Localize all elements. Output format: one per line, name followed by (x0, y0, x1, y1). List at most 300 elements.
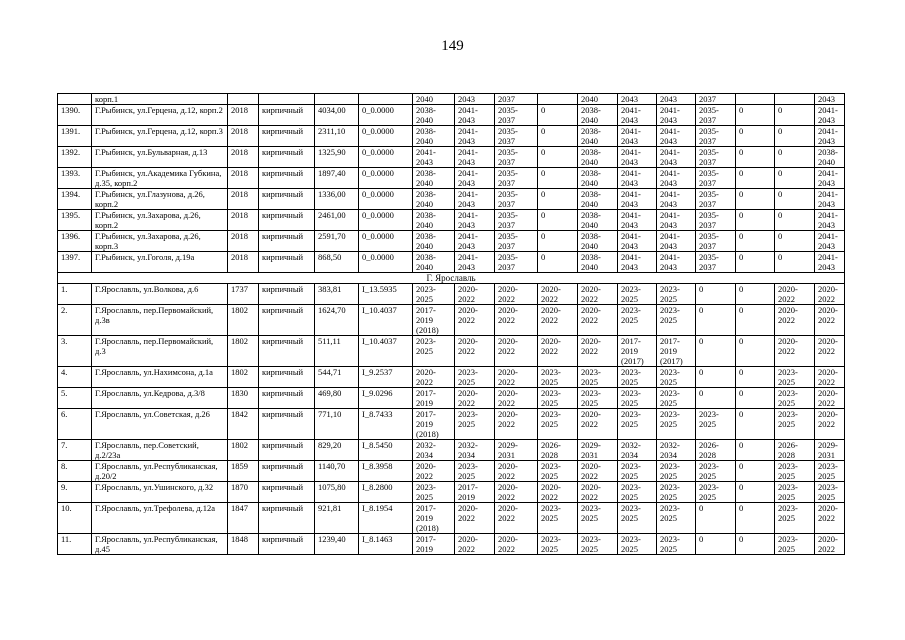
cell-risk-index: I_10.4037 (359, 336, 413, 367)
cell-period-2: 2020- 2022 (455, 284, 495, 305)
cell-area: 1239,40 (315, 534, 359, 555)
cell-area: 469,80 (315, 388, 359, 409)
cell-period-5: 2029- 2031 (578, 440, 618, 461)
cell-period-5: 2038- 2040 (578, 147, 618, 168)
cell-period-2: 2043 (455, 94, 495, 105)
cell-area: 1336,00 (315, 189, 359, 210)
cell-build-year: 1737 (228, 284, 259, 305)
table-row (58, 168, 845, 189)
cell-risk-index: I_9.2537 (359, 367, 413, 388)
cell-period-1: 2038- 2040 (413, 252, 455, 273)
cell-area: 868,50 (315, 252, 359, 273)
cell-period-11: 2020- 2022 (815, 534, 845, 555)
table-row (58, 105, 845, 126)
cell-period-11: 2041- 2043 (815, 189, 845, 210)
cell-address: Г.Рыбинск, ул.Академика Губкина, д.35, корп.2 (92, 168, 228, 189)
cell-period-6: 2041- 2043 (618, 126, 657, 147)
table-row (58, 503, 845, 534)
cell-period-8: 2035- 2037 (696, 147, 736, 168)
cell-area: 921,81 (315, 503, 359, 534)
cell-period-5: 2038- 2040 (578, 210, 618, 231)
cell-row-number: 1392. (58, 147, 92, 168)
cell-period-6: 2041- 2043 (618, 189, 657, 210)
cell-period-1: 2038- 2040 (413, 210, 455, 231)
cell-period-6: 2023- 2025 (618, 305, 657, 336)
table-row (58, 305, 845, 336)
cell-period-2: 2023- 2025 (455, 367, 495, 388)
cell-period-2: 2017- 2019 (455, 482, 495, 503)
cell-period-6: 2043 (618, 94, 657, 105)
cell-period-10: 2020- 2022 (775, 336, 815, 367)
cell-build-year: 1802 (228, 367, 259, 388)
cell-period-1: 2023- 2025 (413, 284, 455, 305)
cell-period-1: 2038- 2040 (413, 231, 455, 252)
cell-period-5: 2020- 2022 (578, 461, 618, 482)
cell-period-10: 0 (775, 126, 815, 147)
cell-period-7: 2023- 2025 (657, 367, 696, 388)
cell-period-4: 2023- 2025 (538, 367, 578, 388)
cell-period-10: 2023- 2025 (775, 367, 815, 388)
cell-period-2: 2020- 2022 (455, 503, 495, 534)
cell-period-4: 2023- 2025 (538, 409, 578, 440)
cell-period-4: 0 (538, 126, 578, 147)
cell-wall-material: кирпичный (259, 105, 315, 126)
table-row (58, 336, 845, 367)
cell-row-number: 2. (58, 305, 92, 336)
cell-period-11: 2023- 2025 (815, 482, 845, 503)
cell-period-4: 0 (538, 231, 578, 252)
cell-period-6: 2023- 2025 (618, 388, 657, 409)
cell-period-2: 2041- 2043 (455, 126, 495, 147)
cell-area (315, 94, 359, 105)
cell-period-5: 2023- 2025 (578, 503, 618, 534)
cell-period-9: 0 (736, 461, 775, 482)
cell-wall-material: кирпичный (259, 126, 315, 147)
cell-period-5: 2038- 2040 (578, 168, 618, 189)
cell-period-5: 2020- 2022 (578, 482, 618, 503)
cell-period-4: 0 (538, 147, 578, 168)
cell-address: Г.Ярославль, ул.Волкова, д.6 (92, 284, 228, 305)
table-row (58, 126, 845, 147)
cell-period-6: 2023- 2025 (618, 482, 657, 503)
cell-row-number: 1395. (58, 210, 92, 231)
cell-period-1: 2038- 2040 (413, 126, 455, 147)
table-row (58, 409, 845, 440)
cell-period-4 (538, 94, 578, 105)
cell-period-2: 2041- 2043 (455, 210, 495, 231)
cell-row-number: 1390. (58, 105, 92, 126)
cell-period-5: 2020- 2022 (578, 409, 618, 440)
cell-address: Г.Ярославль, ул.Трефолева, д.12а (92, 503, 228, 534)
cell-period-4: 0 (538, 189, 578, 210)
cell-period-11: 2041- 2043 (815, 252, 845, 273)
cell-period-11: 2020- 2022 (815, 305, 845, 336)
cell-period-8: 0 (696, 367, 736, 388)
cell-build-year: 1802 (228, 336, 259, 367)
cell-period-4: 0 (538, 252, 578, 273)
cell-period-6: 2041- 2043 (618, 168, 657, 189)
cell-risk-index: I_9.0296 (359, 388, 413, 409)
cell-period-7: 2023- 2025 (657, 409, 696, 440)
cell-period-9: 0 (736, 305, 775, 336)
cell-area: 544,71 (315, 367, 359, 388)
cell-period-7: 2023- 2025 (657, 503, 696, 534)
cell-period-11: 2020- 2022 (815, 388, 845, 409)
cell-period-1: 2041- 2043 (413, 147, 455, 168)
cell-period-2: 2020- 2022 (455, 305, 495, 336)
cell-period-4: 0 (538, 168, 578, 189)
cell-period-9: 0 (736, 336, 775, 367)
cell-period-3: 2020- 2022 (495, 503, 538, 534)
cell-period-7: 2041- 2043 (657, 126, 696, 147)
cell-address: Г.Ярославль, пер.Первомайский, д.3 (92, 336, 228, 367)
cell-risk-index: 0_0.0000 (359, 252, 413, 273)
cell-wall-material: кирпичный (259, 210, 315, 231)
cell-period-10 (775, 94, 815, 105)
cell-address: Г.Ярославль, ул.Кедрова, д.3/8 (92, 388, 228, 409)
cell-period-3: 2037 (495, 94, 538, 105)
cell-period-3: 2035- 2037 (495, 231, 538, 252)
cell-period-10: 2023- 2025 (775, 409, 815, 440)
cell-wall-material: кирпичный (259, 168, 315, 189)
cell-period-7: 2041- 2043 (657, 147, 696, 168)
cell-period-1: 2038- 2040 (413, 168, 455, 189)
cell-period-3: 2020- 2022 (495, 409, 538, 440)
cell-period-1: 2020- 2022 (413, 367, 455, 388)
cell-area: 4034,00 (315, 105, 359, 126)
cell-period-8: 2035- 2037 (696, 126, 736, 147)
cell-risk-index: 0_0.0000 (359, 168, 413, 189)
cell-period-10: 2026- 2028 (775, 440, 815, 461)
cell-period-9: 0 (736, 388, 775, 409)
cell-build-year: 2018 (228, 147, 259, 168)
cell-period-11: 2038- 2040 (815, 147, 845, 168)
cell-period-7: 2032- 2034 (657, 440, 696, 461)
cell-period-8: 2035- 2037 (696, 168, 736, 189)
cell-risk-index: 0_0.0000 (359, 105, 413, 126)
cell-build-year: 1842 (228, 409, 259, 440)
cell-row-number: 1397. (58, 252, 92, 273)
cell-build-year: 2018 (228, 126, 259, 147)
cell-period-4: 2023- 2025 (538, 534, 578, 555)
cell-period-4: 2023- 2025 (538, 388, 578, 409)
page-number: 149 (441, 38, 464, 54)
cell-build-year: 2018 (228, 231, 259, 252)
cell-period-8: 2037 (696, 94, 736, 105)
cell-period-5: 2020- 2022 (578, 284, 618, 305)
cell-period-3: 2035- 2037 (495, 252, 538, 273)
cell-period-11: 2043 (815, 94, 845, 105)
cell-period-3: 2020- 2022 (495, 388, 538, 409)
cell-period-3: 2035- 2037 (495, 105, 538, 126)
cell-period-3: 2035- 2037 (495, 126, 538, 147)
cell-period-8: 2026- 2028 (696, 440, 736, 461)
cell-area: 771,10 (315, 409, 359, 440)
cell-address: Г.Ярославль, ул.Республиканская, д.20/2 (92, 461, 228, 482)
cell-period-10: 0 (775, 210, 815, 231)
cell-risk-index: I_8.7433 (359, 409, 413, 440)
cell-period-2: 2041- 2043 (455, 168, 495, 189)
cell-period-8: 2023- 2025 (696, 482, 736, 503)
cell-build-year: 2018 (228, 105, 259, 126)
cell-build-year: 1847 (228, 503, 259, 534)
cell-period-11: 2020- 2022 (815, 367, 845, 388)
cell-period-2: 2020- 2022 (455, 336, 495, 367)
cell-address: Г.Рыбинск, ул.Герцена, д.12, корп.2 (92, 105, 228, 126)
cell-risk-index: 0_0.0000 (359, 231, 413, 252)
cell-period-1: 2017- 2019 (413, 534, 455, 555)
cell-period-6: 2023- 2025 (618, 503, 657, 534)
cell-period-5: 2023- 2025 (578, 534, 618, 555)
cell-wall-material (259, 94, 315, 105)
cell-period-4: 2020- 2022 (538, 336, 578, 367)
cell-period-9: 0 (736, 168, 775, 189)
cell-period-10: 2020- 2022 (775, 284, 815, 305)
cell-period-8: 2035- 2037 (696, 105, 736, 126)
cell-area: 2311,10 (315, 126, 359, 147)
cell-address: Г.Рыбинск, ул.Глазунова, д.26, корп.2 (92, 189, 228, 210)
cell-period-2: 2032- 2034 (455, 440, 495, 461)
cell-address: Г.Ярославль, ул.Советская, д.26 (92, 409, 228, 440)
cell-wall-material: кирпичный (259, 461, 315, 482)
cell-period-4: 2020- 2022 (538, 305, 578, 336)
table-row (58, 94, 845, 105)
cell-address: Г.Рыбинск, ул.Захарова, д.26, корп.3 (92, 231, 228, 252)
cell-period-8: 2035- 2037 (696, 252, 736, 273)
cell-area: 511,11 (315, 336, 359, 367)
cell-period-7: 2023- 2025 (657, 284, 696, 305)
cell-period-11: 2020- 2022 (815, 284, 845, 305)
cell-row-number: 1. (58, 284, 92, 305)
cell-build-year: 2018 (228, 168, 259, 189)
cell-period-1: 2023- 2025 (413, 482, 455, 503)
cell-address: корп.1 (92, 94, 228, 105)
cell-period-6: 2023- 2025 (618, 461, 657, 482)
cell-period-11: 2023- 2025 (815, 461, 845, 482)
cell-period-4: 2020- 2022 (538, 284, 578, 305)
cell-risk-index: 0_0.0000 (359, 189, 413, 210)
cell-period-2: 2041- 2043 (455, 105, 495, 126)
table-row (58, 534, 845, 555)
cell-period-1: 2017- 2019 (2018) (413, 305, 455, 336)
cell-period-5: 2038- 2040 (578, 252, 618, 273)
cell-period-7: 2023- 2025 (657, 388, 696, 409)
cell-area: 383,81 (315, 284, 359, 305)
cell-period-10: 0 (775, 231, 815, 252)
cell-period-7: 2041- 2043 (657, 252, 696, 273)
cell-period-10: 2023- 2025 (775, 503, 815, 534)
cell-period-7: 2043 (657, 94, 696, 105)
table-row (58, 388, 845, 409)
cell-period-7: 2023- 2025 (657, 534, 696, 555)
cell-period-8: 2023- 2025 (696, 409, 736, 440)
cell-period-6: 2032- 2034 (618, 440, 657, 461)
cell-period-10: 0 (775, 252, 815, 273)
cell-period-1: 2040 (413, 94, 455, 105)
cell-risk-index: I_8.1463 (359, 534, 413, 555)
table-row (58, 482, 845, 503)
table-row (58, 189, 845, 210)
cell-period-4: 2023- 2025 (538, 461, 578, 482)
cell-row-number: 1391. (58, 126, 92, 147)
cell-build-year: 1859 (228, 461, 259, 482)
cell-area: 2461,00 (315, 210, 359, 231)
cell-period-9: 0 (736, 534, 775, 555)
cell-period-3: 2035- 2037 (495, 189, 538, 210)
cell-risk-index: I_8.2800 (359, 482, 413, 503)
cell-period-3: 2020- 2022 (495, 336, 538, 367)
cell-area: 829,20 (315, 440, 359, 461)
cell-period-6: 2041- 2043 (618, 147, 657, 168)
cell-risk-index: I_10.4037 (359, 305, 413, 336)
table-row (58, 461, 845, 482)
cell-period-2: 2023- 2025 (455, 461, 495, 482)
cell-period-6: 2023- 2025 (618, 284, 657, 305)
cell-period-5: 2023- 2025 (578, 388, 618, 409)
cell-period-7: 2023- 2025 (657, 305, 696, 336)
cell-period-7: 2023- 2025 (657, 482, 696, 503)
cell-period-4: 0 (538, 105, 578, 126)
cell-period-2: 2041- 2043 (455, 147, 495, 168)
cell-period-8: 0 (696, 503, 736, 534)
cell-period-3: 2020- 2022 (495, 482, 538, 503)
cell-period-3: 2020- 2022 (495, 305, 538, 336)
cell-period-7: 2017- 2019 (2017) (657, 336, 696, 367)
cell-wall-material: кирпичный (259, 284, 315, 305)
cell-period-10: 0 (775, 105, 815, 126)
cell-period-9: 0 (736, 503, 775, 534)
cell-period-8: 0 (696, 336, 736, 367)
cell-period-11: 2041- 2043 (815, 126, 845, 147)
cell-address: Г.Ярославль, пер.Советский, д.2/23а (92, 440, 228, 461)
section-title: Г. Ярославль (58, 273, 845, 284)
cell-period-11: 2041- 2043 (815, 231, 845, 252)
cell-period-9: 0 (736, 252, 775, 273)
cell-period-6: 2023- 2025 (618, 367, 657, 388)
cell-period-11: 2020- 2022 (815, 409, 845, 440)
cell-period-6: 2041- 2043 (618, 210, 657, 231)
cell-period-1: 2020- 2022 (413, 461, 455, 482)
cell-area: 1897,40 (315, 168, 359, 189)
cell-build-year: 1802 (228, 440, 259, 461)
cell-wall-material: кирпичный (259, 147, 315, 168)
cell-period-2: 2020- 2022 (455, 388, 495, 409)
cell-period-3: 2020- 2022 (495, 284, 538, 305)
cell-period-5: 2038- 2040 (578, 231, 618, 252)
cell-area: 1140,70 (315, 461, 359, 482)
table-row (58, 147, 845, 168)
cell-period-2: 2023- 2025 (455, 409, 495, 440)
cell-period-9: 0 (736, 210, 775, 231)
cell-period-10: 2020- 2022 (775, 305, 815, 336)
cell-address: Г.Рыбинск, ул.Герцена, д.12, корп.3 (92, 126, 228, 147)
cell-period-10: 2023- 2025 (775, 534, 815, 555)
cell-period-8: 2035- 2037 (696, 231, 736, 252)
cell-period-7: 2041- 2043 (657, 231, 696, 252)
cell-period-8: 0 (696, 534, 736, 555)
cell-wall-material: кирпичный (259, 482, 315, 503)
cell-period-3: 2020- 2022 (495, 367, 538, 388)
cell-period-5: 2038- 2040 (578, 105, 618, 126)
cell-period-3: 2035- 2037 (495, 147, 538, 168)
cell-period-1: 2038- 2040 (413, 189, 455, 210)
cell-period-8: 2023- 2025 (696, 461, 736, 482)
cell-wall-material: кирпичный (259, 336, 315, 367)
cell-period-8: 0 (696, 388, 736, 409)
cell-period-5: 2038- 2040 (578, 126, 618, 147)
cell-period-9: 0 (736, 440, 775, 461)
cell-build-year: 2018 (228, 189, 259, 210)
cell-area: 1075,80 (315, 482, 359, 503)
cell-period-9: 0 (736, 367, 775, 388)
cell-build-year: 1848 (228, 534, 259, 555)
cell-period-10: 2023- 2025 (775, 388, 815, 409)
cell-row-number: 1393. (58, 168, 92, 189)
cell-period-8: 2035- 2037 (696, 210, 736, 231)
cell-period-9: 0 (736, 147, 775, 168)
cell-row-number: 10. (58, 503, 92, 534)
cell-period-9: 0 (736, 126, 775, 147)
cell-risk-index: I_8.5450 (359, 440, 413, 461)
cell-row-number: 4. (58, 367, 92, 388)
housing-register-table (57, 93, 845, 555)
cell-period-9: 0 (736, 231, 775, 252)
cell-period-10: 0 (775, 189, 815, 210)
cell-period-11: 2029- 2031 (815, 440, 845, 461)
cell-period-6: 2041- 2043 (618, 105, 657, 126)
cell-period-10: 2023- 2025 (775, 482, 815, 503)
cell-risk-index: 0_0.0000 (359, 210, 413, 231)
cell-period-11: 2020- 2022 (815, 336, 845, 367)
cell-period-4: 2020- 2022 (538, 482, 578, 503)
cell-row-number: 7. (58, 440, 92, 461)
cell-period-11: 2041- 2043 (815, 210, 845, 231)
cell-period-7: 2041- 2043 (657, 189, 696, 210)
cell-period-3: 2029- 2031 (495, 440, 538, 461)
cell-period-1: 2017- 2019 (2018) (413, 409, 455, 440)
cell-risk-index: 0_0.0000 (359, 126, 413, 147)
cell-build-year: 2018 (228, 252, 259, 273)
cell-period-5: 2020- 2022 (578, 305, 618, 336)
cell-period-9: 0 (736, 189, 775, 210)
table-row (58, 252, 845, 273)
cell-risk-index: I_8.1954 (359, 503, 413, 534)
cell-period-7: 2041- 2043 (657, 168, 696, 189)
cell-period-9: 0 (736, 482, 775, 503)
cell-address: Г.Ярославль, пер.Первомайский, д.3в (92, 305, 228, 336)
cell-address: Г.Ярославль, ул.Республиканская, д.45 (92, 534, 228, 555)
cell-address: Г.Рыбинск, ул.Захарова, д.26, корп.2 (92, 210, 228, 231)
cell-period-9: 0 (736, 409, 775, 440)
cell-risk-index: I_13.5935 (359, 284, 413, 305)
cell-period-9: 0 (736, 284, 775, 305)
cell-wall-material: кирпичный (259, 252, 315, 273)
cell-period-7: 2041- 2043 (657, 210, 696, 231)
cell-period-8: 0 (696, 305, 736, 336)
cell-period-5: 2038- 2040 (578, 189, 618, 210)
cell-row-number: 5. (58, 388, 92, 409)
cell-build-year (228, 94, 259, 105)
cell-build-year: 1830 (228, 388, 259, 409)
cell-risk-index (359, 94, 413, 105)
table-row (58, 231, 845, 252)
cell-wall-material: кирпичный (259, 440, 315, 461)
cell-period-4: 2026- 2028 (538, 440, 578, 461)
cell-address: Г.Ярославль, ул.Ушинского, д.32 (92, 482, 228, 503)
cell-period-9: 0 (736, 105, 775, 126)
cell-period-3: 2020- 2022 (495, 534, 538, 555)
cell-wall-material: кирпичный (259, 409, 315, 440)
